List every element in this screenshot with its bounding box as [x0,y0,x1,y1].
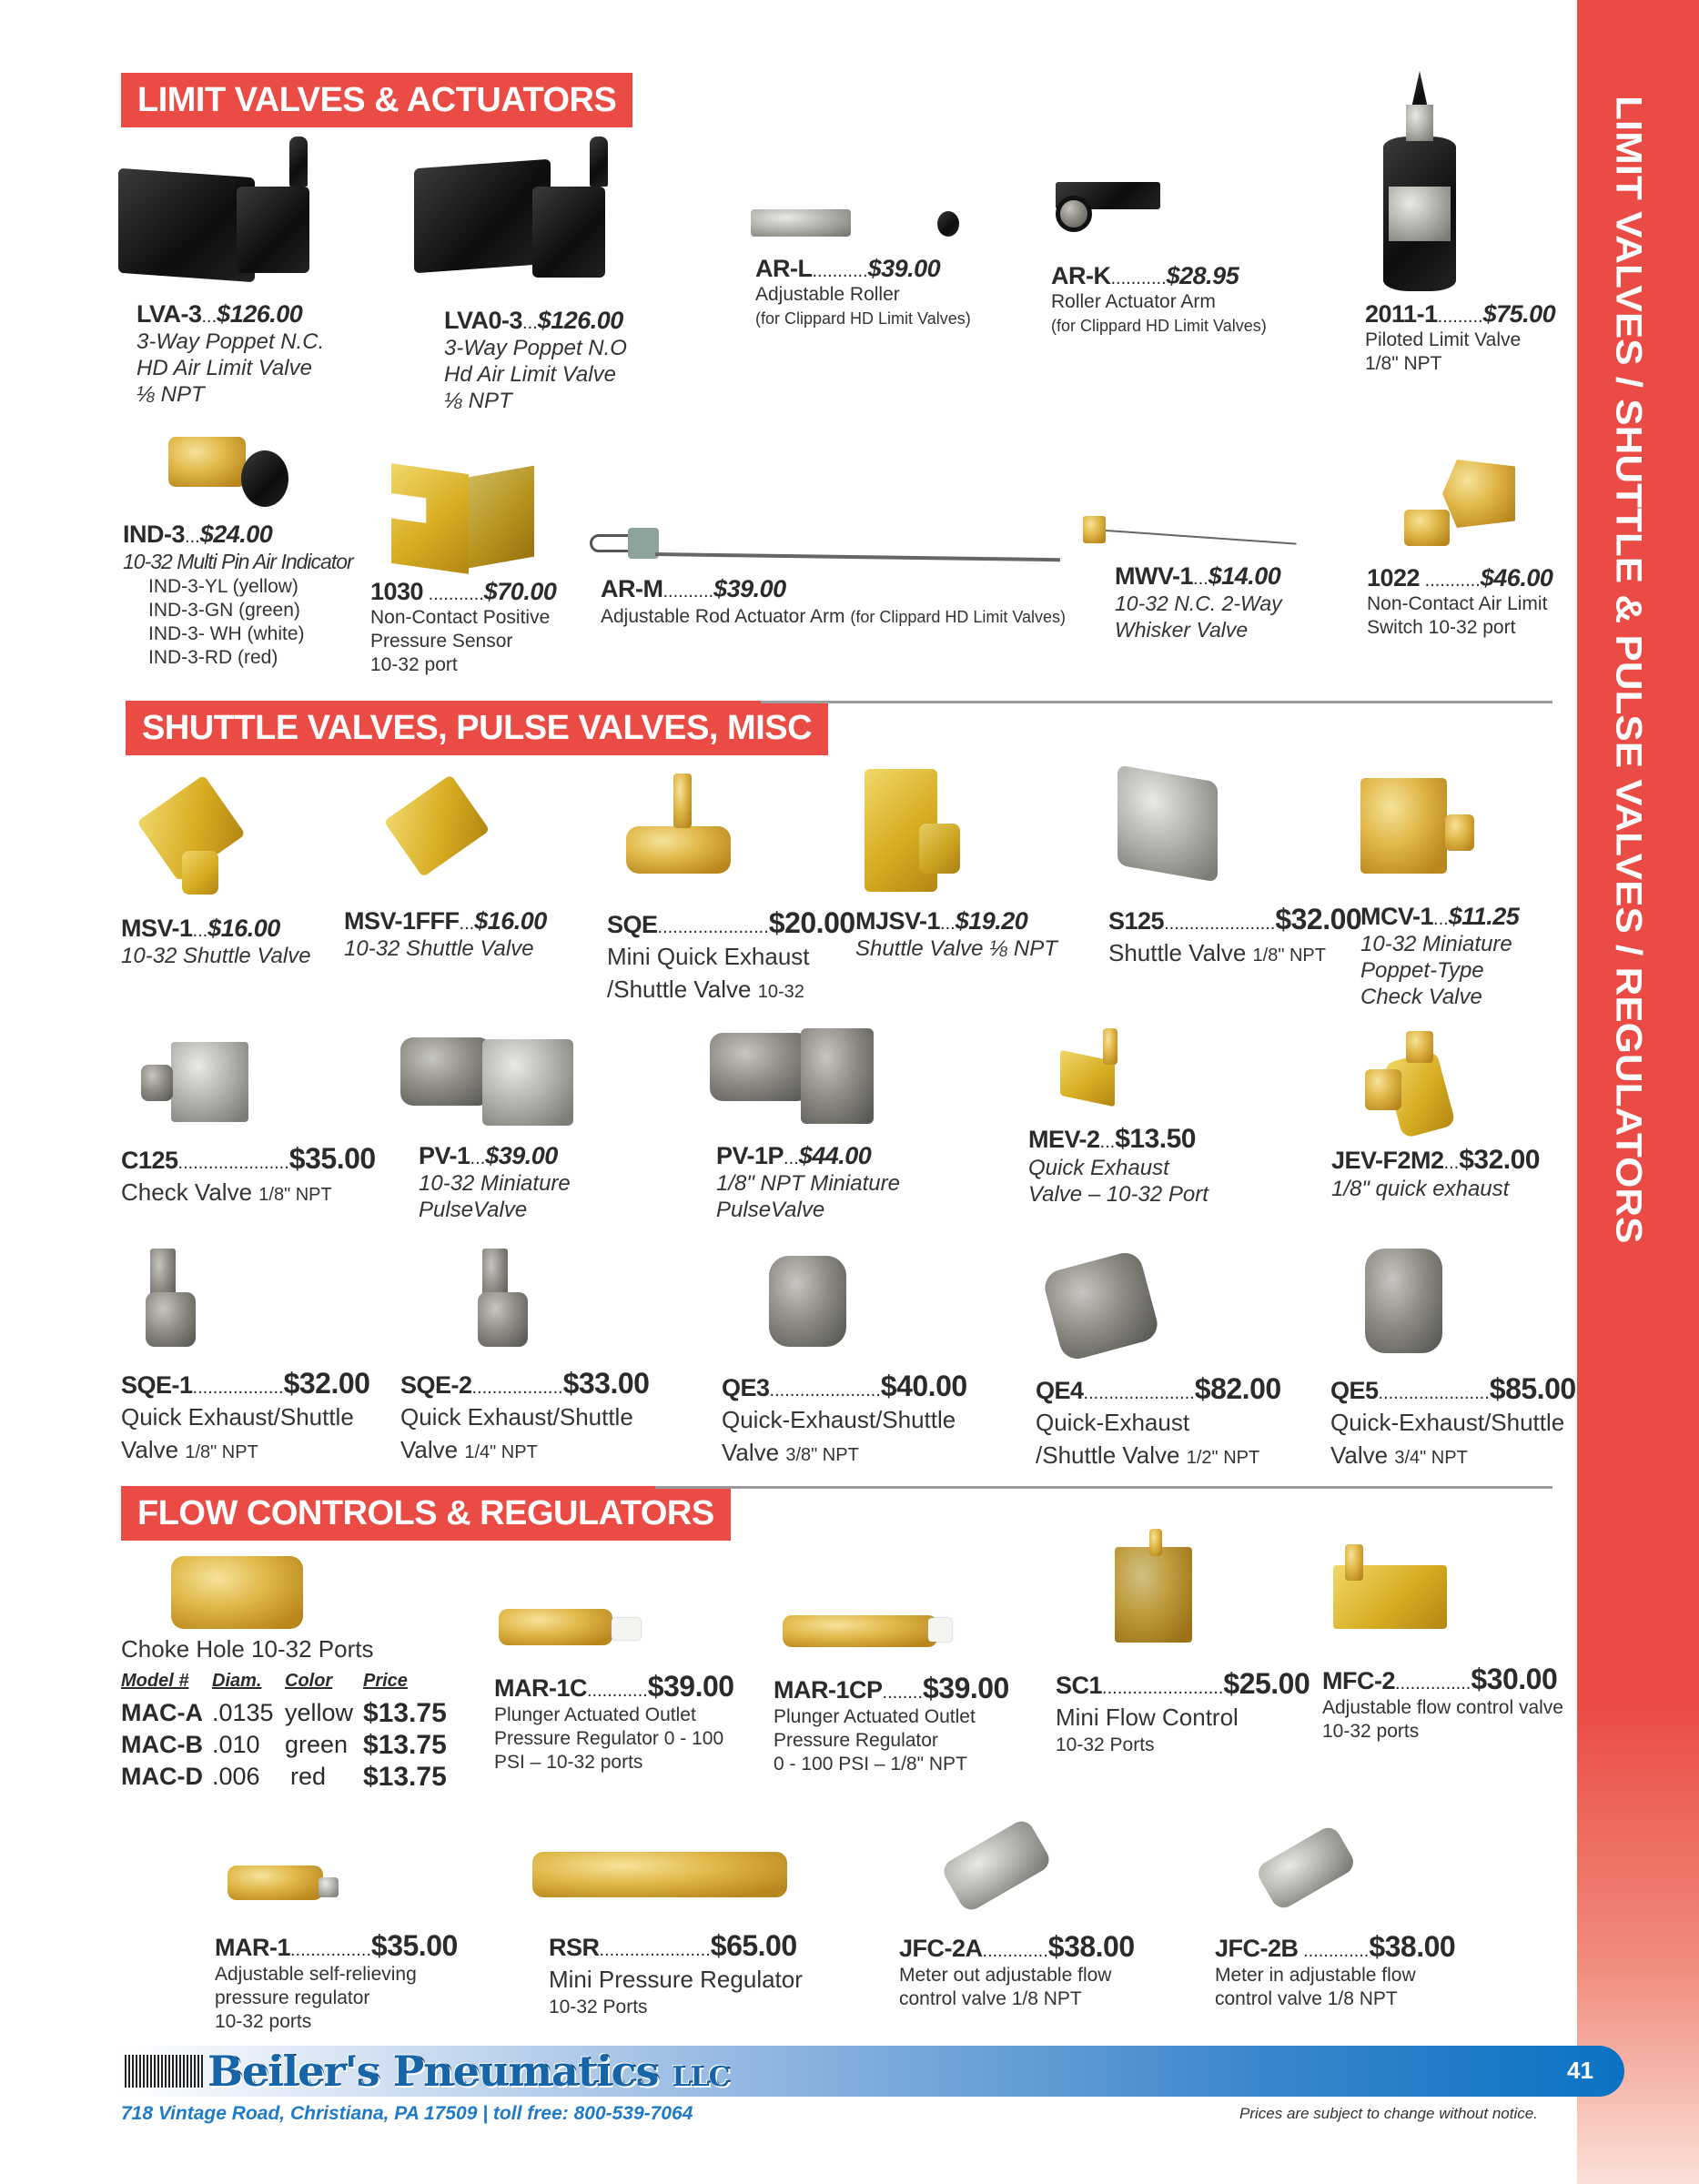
product-description: Adjustable Roller [755,284,900,305]
product-ar-l[interactable]: AR-L...........$39.00 Adjustable Roller (for Clippard HD Limit Valves) [755,255,971,330]
mar-1-product-image [228,1866,323,1900]
product-description: Quick-Exhaust/Shuttle [1330,1409,1565,1436]
product-code: IND-3 [123,521,186,548]
mwv-1-product-image [1083,516,1106,543]
table-row[interactable]: MAC-B .010 green $13.75 [121,1729,447,1760]
pv-1-product-image [400,1037,491,1106]
product-description: ⅛ NPT [444,389,512,413]
product-description: Quick Exhaust [1028,1156,1169,1180]
product-jfc-2b[interactable]: JFC-2B .............$38.00 Meter in adjustable flow control valve 1/8 NPT [1215,1930,1456,2009]
product-code: PV-1 [419,1142,470,1169]
product-price: $11.25 [1448,903,1520,930]
product-code: RSR [549,1934,600,1961]
product-price: $75.00 [1482,300,1556,328]
table-row[interactable]: MAC-D .006 red $13.75 [121,1761,447,1792]
product-description: Quick-Exhaust [1036,1409,1190,1436]
sqe-1-product-image [146,1292,196,1347]
section-header-flow-controls: FLOW CONTROLS & REGULATORS [121,1486,731,1541]
product-price: $24.00 [199,521,273,548]
product-description: 0 - 100 PSI – 1/8" NPT [774,1754,967,1774]
s125-product-image [1117,764,1218,882]
product-description: HD Air Limit Valve [137,356,312,380]
product-code: QE5 [1330,1377,1379,1404]
product-description: pressure regulator [215,1987,370,2008]
variant-green: IND-3-GN (green) [148,600,300,621]
product-code: 2011-1 [1365,300,1438,328]
product-c125[interactable]: C125......................$35.00 Check Valve 1/8" NPT [121,1142,376,1206]
product-description: Check Valve [1360,985,1482,1009]
ar-l-product-image [751,209,851,237]
c125-port [141,1065,173,1101]
mar-1c-plunger [612,1618,641,1640]
port-size: 1/8" NPT [258,1185,332,1205]
product-1030[interactable]: 1030 ...........$70.00 Non-Contact Positive Pressure Sensor 10-32 port [370,578,557,675]
product-description: Pressure Regulator 0 - 100 [494,1728,724,1749]
product-description: /Shuttle Valve [607,976,752,1003]
product-description: 1/8" quick exhaust [1331,1177,1510,1201]
jfc-2a-product-image [939,1817,1053,1915]
product-qe3[interactable]: QE3......................$40.00 Quick-Exhaust/Shuttle Valve 3/8" NPT [722,1370,967,1466]
product-description: Roller Actuator Arm [1051,291,1216,312]
side-category-title: LIMIT VALVES / SHUTTLE & PULSE VALVES / REGULATORS [1608,96,1649,1244]
sc1-knob [1149,1529,1162,1556]
c125-product-image [171,1042,248,1122]
msv-1-port [182,851,218,895]
product-description: Switch 10-32 port [1367,617,1516,638]
variant-yellow: IND-3-YL (yellow) [148,576,298,597]
section-header-shuttle-valves: SHUTTLE VALVES, PULSE VALVES, MISC [126,701,828,755]
product-description: Shuttle Valve ⅛ NPT [855,936,1057,961]
product-description: Mini Flow Control [1056,1704,1239,1731]
company-address: 718 Vintage Road, Christiana, PA 17509 | toll free: 800-539-7064 [121,2103,693,2124]
choke-hole-product-image [171,1556,303,1629]
product-description: 10-32 Shuttle Valve [344,936,534,961]
product-jfc-2a[interactable]: JFC-2A.............$38.00 Meter out adjustable flow control valve 1/8 NPT [899,1930,1135,2009]
product-price: $19.20 [955,907,1028,935]
product-price: $32.00 [283,1367,370,1400]
barcode-stripes-icon [125,2055,205,2088]
product-price: $39.00 [713,575,786,602]
port-size: 10-32 Ports [1056,1734,1155,1755]
jev-f2m2-top-port [1406,1031,1433,1063]
product-description: 10-32 N.C. 2-Way [1115,592,1282,615]
product-price: $39.00 [922,1672,1009,1704]
product-description: 3-Way Poppet N.C. [137,329,325,354]
product-code: PV-1P [716,1142,784,1169]
product-code: QE3 [722,1374,770,1401]
1030-product-side [469,466,534,569]
brand-logo: Beiler's Pneumatics LLC [207,2047,730,2096]
product-pv-1[interactable]: PV-1...$39.00 10-32 Miniature PulseValve [419,1142,571,1222]
product-code: MAR-1C [494,1674,587,1702]
product-code: AR-L [755,255,813,282]
product-code: SQE-2 [400,1371,472,1399]
product-description: 3-Way Poppet N.O [444,336,627,360]
product-price: $38.00 [1369,1930,1456,1963]
product-description: Adjustable flow control valve [1322,1697,1563,1718]
product-price: $39.00 [647,1670,734,1703]
product-description: (for Clippard HD Limit Valves) [1051,317,1267,335]
2011-1-stem [1406,105,1433,141]
rsr-product-image [532,1852,787,1897]
ar-k-roller [1056,196,1092,232]
product-code: SQE [607,911,658,938]
product-description: control valve 1/8 NPT [1215,1988,1398,2009]
port-size: 10-32 Ports [549,1997,648,2017]
msv-1fff-product-image [384,774,490,877]
product-description: Valve [400,1436,459,1463]
product-description: Check Valve [121,1178,253,1206]
ind-3-indicator-cap [241,450,288,507]
qe4-product-image [1041,1249,1161,1362]
product-sqe[interactable]: SQE......................$20.00 Mini Quick Exhaust /Shuttle Valve 10-32 [607,906,855,1003]
product-2011-1[interactable]: 2011-1.........$75.00 Piloted Limit Valve 1/8" NPT [1365,300,1556,374]
product-choke-hole [121,1636,373,1663]
qe3-product-image [769,1256,846,1347]
product-price: $20.00 [768,906,855,939]
product-code: MJSV-1 [855,907,941,935]
product-price: $32.00 [1275,903,1362,935]
table-header: Model # Diam. Color Price [121,1671,408,1691]
lva-3-product-image [118,168,255,282]
page-number: 41 [1567,2057,1593,2084]
product-description: Meter in adjustable flow [1215,1965,1416,1986]
variant-red: IND-3-RD (red) [148,647,278,668]
2011-1-label [1389,187,1451,241]
product-ar-m[interactable]: AR-M..........$39.00 Adjustable Rod Actuator Arm (for Clippard HD Limit Valves) [601,575,1067,627]
port-size: 3/4" NPT [1394,1448,1468,1468]
mjsv-1-port [919,824,960,874]
product-price: $82.00 [1194,1372,1281,1405]
product-code: 1022 [1367,564,1421,592]
lva-3-product-image-detail [237,187,309,273]
product-price: $16.00 [474,907,547,935]
product-price: $32.00 [1459,1145,1540,1175]
product-qe5[interactable]: QE5......................$85.00 Quick-Exhaust/Shuttle Valve 3/4" NPT [1330,1372,1576,1469]
lva0-3-plunger [590,136,608,187]
1022-product-image [1442,460,1515,528]
product-description: 10-32 ports [1322,1721,1420,1742]
product-code: MCV-1 [1360,903,1434,930]
ar-m-clamp [628,528,659,559]
product-description: Valve [121,1436,179,1463]
variant-white: IND-3- WH (white) [148,623,305,644]
product-code: SC1 [1056,1672,1103,1699]
section-divider [761,701,1552,703]
lva0-3-product-image-detail [532,187,605,278]
product-price: $38.00 [1047,1930,1135,1963]
product-price: $30.00 [1471,1663,1558,1695]
sc1-product-image [1115,1547,1192,1643]
product-description: /Shuttle Valve [1036,1441,1180,1469]
product-description: Plunger Actuated Outlet [494,1704,696,1725]
product-code: SQE-1 [121,1371,193,1399]
product-description: 10-32 port [370,654,458,675]
product-code: JEV-F2M2 [1331,1147,1444,1174]
product-description: Meter out adjustable flow [899,1965,1112,1986]
product-price: $33.00 [562,1367,650,1400]
product-mcv-1[interactable]: MCV-1...$11.25 10-32 Miniature Poppet-Type Check Valve [1360,903,1520,1009]
product-description: Non-Contact Positive [370,607,551,628]
mwv-1-whisker [1106,530,1297,545]
price-disclaimer: Prices are subject to change without notice. [1239,2105,1538,2122]
product-code: AR-K [1051,262,1111,289]
product-code: MAR-1 [215,1934,290,1961]
port-size: 1/2" NPT [1186,1448,1260,1468]
product-price: $13.50 [1115,1124,1196,1154]
product-description: Mini Pressure Regulator [549,1966,803,1993]
section-divider [655,1486,1552,1489]
product-rsr[interactable]: RSR......................$65.00 Mini Pressure Regulator 10-32 Ports [549,1929,803,2017]
product-pv-1p[interactable]: PV-1P...$44.00 1/8" NPT Miniature PulseValve [716,1142,900,1222]
product-msv-1[interactable]: MSV-1...$16.00 10-32 Shuttle Valve [121,915,311,968]
product-description: 10-32 Miniature [419,1171,571,1196]
product-description: Non-Contact Air Limit [1367,593,1548,614]
lva0-3-product-image [414,159,551,273]
product-description: (for Clippard HD Limit Valves) [755,309,971,328]
product-description: Valve [1330,1441,1389,1469]
product-mev-2[interactable]: MEV-2...$13.50 Quick Exhaust Valve – 10-32 Port [1028,1124,1209,1207]
product-code: LVA-3 [137,300,202,328]
product-price: $25.00 [1223,1667,1310,1700]
sqe-product-image [626,826,731,874]
product-description: PSI – 10-32 ports [494,1752,643,1773]
product-jev-f2m2[interactable]: JEV-F2M2...$32.00 1/8" quick exhaust [1331,1145,1540,1201]
product-description: 10-32 ports [215,2011,312,2032]
product-price: $126.00 [537,307,623,334]
product-description: 10-32 Multi Pin Air Indicator [123,550,353,573]
mev-2-stem [1103,1028,1117,1065]
product-code: LVA0-3 [444,307,523,334]
product-description: PulseValve [716,1198,825,1222]
product-price: $126.00 [217,300,303,328]
mar-1c-product-image [499,1609,612,1645]
ar-l-roller [937,211,959,237]
product-description: Adjustable self-relieving [215,1964,417,1985]
product-price: $35.00 [370,1929,458,1962]
product-description: Adjustable Rod Actuator Arm [601,606,845,627]
pv-1p-product-image [710,1033,810,1101]
mfc-2-screw [1345,1544,1363,1581]
product-code: JFC-2B [1215,1935,1299,1962]
product-price: $16.00 [207,915,280,942]
product-description: Plunger Actuated Outlet [774,1706,976,1727]
product-description-note: (for Clippard HD Limit Valves) [850,608,1067,626]
product-description: Poppet-Type [1360,958,1484,983]
product-mfc-2[interactable]: MFC-2...............$30.00 Adjustable flow control valve 10-32 ports [1322,1663,1563,1742]
product-price: $44.00 [798,1142,872,1169]
product-description: Pressure Regulator [774,1730,938,1751]
product-price: $35.00 [288,1142,376,1175]
product-s125[interactable]: S125......................$32.00 Shuttle Valve 1/8" NPT [1108,903,1362,966]
product-code: MSV-1FFF [344,907,460,935]
product-ind-3[interactable]: IND-3...$24.00 10-32 Multi Pin Air Indicator IND-3-YL (yellow) IND-3-GN (green) IND-3- WH (white) IND-3-RD (red) [123,521,353,668]
jev-f2m2-thread [1365,1069,1401,1110]
product-price: $14.00 [1208,562,1281,590]
table-row[interactable]: MAC-A .0135 yellow $13.75 [121,1697,447,1728]
port-size: 3/8" NPT [785,1445,859,1465]
product-description: 10-32 Miniature [1360,932,1512,956]
product-description: Quick Exhaust/Shuttle [121,1403,354,1431]
product-code: MEV-2 [1028,1126,1100,1153]
product-price: $46.00 [1480,564,1553,592]
product-sqe-2[interactable]: SQE-2..................$33.00 Quick Exhaust/Shuttle Valve 1/4" NPT [400,1367,650,1463]
product-price: $39.00 [867,255,941,282]
mar-1cp-product-image [783,1615,937,1647]
1022-thread [1404,510,1450,546]
product-mar-1cp[interactable]: MAR-1CP........$39.00 Plunger Actuated Outlet Pressure Regulator 0 - 100 PSI – 1/8" NPT [774,1672,1009,1774]
mac-model-table [121,1671,454,1793]
product-mwv-1[interactable]: MWV-1...$14.00 10-32 N.C. 2-Way Whisker Valve [1115,562,1282,642]
product-price: $28.95 [1166,262,1239,289]
product-sc1[interactable]: SC1........................$25.00 Mini Flow Control 10-32 Ports [1056,1667,1310,1755]
product-sqe-1[interactable]: SQE-1..................$32.00 Quick Exhaust/Shuttle Valve 1/8" NPT [121,1367,370,1463]
product-description: 1/8" NPT Miniature [716,1171,900,1196]
pv-1p-body [801,1028,874,1124]
product-description: Choke Hole 10-32 Ports [121,1635,374,1663]
sqe-stem [673,774,692,828]
product-price: $85.00 [1489,1372,1576,1405]
ar-m-rod [655,552,1060,561]
product-lva-3[interactable]: LVA-3...$126.00 3-Way Poppet N.C. HD Air Limit Valve ⅛ NPT [137,300,325,407]
product-code: JFC-2A [899,1935,983,1962]
mcv-1-thread [1445,814,1474,851]
product-lva0-3[interactable]: LVA0-3...$126.00 3-Way Poppet N.O Hd Air Limit Valve ⅛ NPT [444,307,627,413]
product-code: MFC-2 [1322,1667,1395,1694]
product-code: MAR-1CP [774,1676,883,1704]
1030-product-image [391,463,469,574]
product-code: AR-M [601,575,663,602]
product-description: Valve – 10-32 Port [1028,1182,1209,1207]
lva-3-plunger [289,136,308,187]
product-code: QE4 [1036,1377,1084,1404]
product-1022[interactable]: 1022 ...........$46.00 Non-Contact Air Limit Switch 10-32 port [1367,564,1553,638]
product-description: Hd Air Limit Valve [444,362,616,387]
product-code: C125 [121,1147,178,1174]
product-msv-1fff[interactable]: MSV-1FFF...$16.00 10-32 Shuttle Valve [344,907,547,961]
section-header-limit-valves: LIMIT VALVES & ACTUATORS [121,73,632,127]
ind-3-product-image [168,437,246,487]
mcv-1-product-image [1360,778,1447,874]
product-code: 1030 [370,578,424,605]
port-size: 1/8" NPT [1252,945,1326,966]
product-description: Quick-Exhaust/Shuttle [722,1406,956,1433]
product-mar-1c[interactable]: MAR-1C............$39.00 Plunger Actuated Outlet Pressure Regulator 0 - 100 PSI – 10-32 ports [494,1670,734,1773]
product-description: PulseValve [419,1198,528,1222]
product-description: Valve [722,1439,780,1466]
product-description: control valve 1/8 NPT [899,1988,1082,2009]
product-description: 1/8" NPT [1365,353,1442,374]
mar-1-knob [319,1877,339,1897]
product-price: $70.00 [483,578,557,605]
jfc-2b-product-image [1254,1824,1358,1913]
product-description: Shuttle Valve [1108,939,1247,966]
product-description: Piloted Limit Valve [1365,329,1522,350]
product-price: $65.00 [710,1929,797,1962]
port-size: 10-32 [757,982,804,1002]
product-code: MSV-1 [121,915,193,942]
product-description: ⅛ NPT [137,382,205,407]
product-mjsv-1[interactable]: MJSV-1...$19.20 Shuttle Valve ⅛ NPT [855,907,1057,961]
product-mar-1[interactable]: MAR-1................$35.00 Adjustable self-relieving pressure regulator 10-32 ports [215,1929,458,2032]
sqe-2-product-image [478,1292,528,1347]
port-size: 1/8" NPT [185,1442,258,1462]
product-code: MWV-1 [1115,562,1194,590]
product-description: Whisker Valve [1115,618,1249,642]
product-description: Pressure Sensor [370,631,513,652]
product-qe4[interactable]: QE4......................$82.00 Quick-Exhaust /Shuttle Valve 1/2" NPT [1036,1372,1281,1469]
product-price: $39.00 [485,1142,558,1169]
product-price: $40.00 [880,1370,967,1402]
qe5-product-image [1365,1249,1442,1353]
pv-1-body [482,1039,573,1126]
mar-1cp-plunger [928,1618,952,1642]
product-ar-k[interactable]: AR-K...........$28.95 Roller Actuator Arm (for Clippard HD Limit Valves) [1051,262,1267,338]
product-code: S125 [1108,907,1165,935]
product-description: 10-32 Shuttle Valve [121,944,311,968]
product-description: Quick Exhaust/Shuttle [400,1403,633,1431]
port-size: 1/4" NPT [464,1442,538,1462]
product-description: Mini Quick Exhaust [607,943,810,970]
